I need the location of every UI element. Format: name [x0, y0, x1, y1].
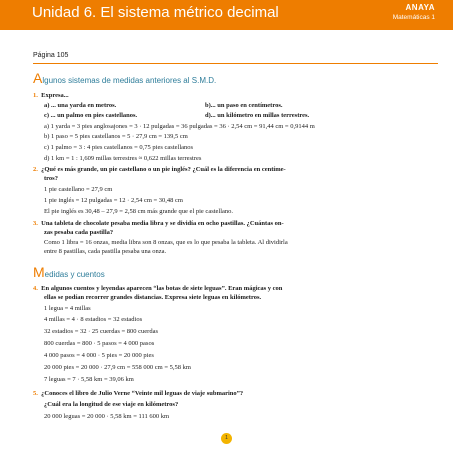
- question-line: ¿Qué es más grande, un pie castellano o un pie inglés? ¿Cuál es la diferencia en centíme-: [41, 166, 286, 173]
- section-heading-1: [33, 70, 216, 86]
- exercise-2: [33, 166, 286, 174]
- answer-line: 1 pie castellano = 27,9 cm: [44, 186, 113, 193]
- answer-line: entre 8 pastillas, cada pastilla pesaba una onza.: [44, 248, 167, 255]
- answer-line: 1 legua = 4 millas: [44, 305, 91, 312]
- question-line: En algunos cuentos y leyendas aparecen “las botas de siete leguas”. Eran mágicas y con: [41, 285, 283, 292]
- question-line: tros?: [44, 175, 58, 182]
- answer-line: 32 estadios = 32 · 25 cuerdas = 800 cuerdas: [44, 328, 159, 335]
- section-title: lgunos sistemas de medidas anteriores al S.M.D.: [42, 76, 217, 85]
- question-line: Una tableta de chocolate pesaba media libra y se dividía en ocho pastillas. ¿Cuántas on-: [41, 220, 284, 227]
- item-d: d)... un kilómetro en millas terrestres.: [205, 112, 310, 119]
- question-line: ellas se podían recorrer grandes distancias. Expresa siete leguas en kilómetros.: [44, 294, 262, 301]
- unit-title: Unidad 6. El sistema métrico decimal: [32, 4, 279, 21]
- item-a: a) ... una yarda en metros.: [44, 102, 117, 109]
- section-heading-2: [33, 264, 105, 280]
- section-initial: A: [33, 70, 43, 86]
- exercise-number: 1.: [33, 92, 38, 99]
- answer-line: 4 millas = 4 · 8 estadios = 32 estadios: [44, 316, 143, 323]
- solution-d: d) 1 km = 1 : 1,609 millas terrestres ≈ 0,622 millas terrestres: [44, 155, 202, 162]
- solution-a: a) 1 yarda = 3 pies anglosajones = 3 · 12 pulgadas = 36 pulgadas = 36 · 2,54 cm = 91,44 cm = 0,9144 m: [44, 123, 315, 130]
- question-line: ¿Conoces el libro de Julio Verne “Veinte mil leguas de viaje submarino”?: [41, 390, 244, 397]
- exercise-number: 5.: [33, 390, 38, 397]
- answer-line: Como 1 libra = 16 onzas, media libra son 8 onzas, que es lo que pesaba la tableta. Al dividirla: [44, 239, 288, 246]
- subject-label: Matemáticas 1: [392, 14, 435, 21]
- answer-line: El pie inglés es 30,48 – 27,9 = 2,58 cm más grande que el pie castellano.: [44, 208, 234, 215]
- exercise-1: [33, 92, 69, 100]
- exercise-5: [33, 390, 243, 398]
- exercise-number: 2.: [33, 166, 38, 173]
- divider: [33, 63, 438, 64]
- publisher-logo: ANAYA: [405, 3, 435, 12]
- answer-line: 7 leguas = 7 · 5,58 km = 39,06 km: [44, 376, 134, 383]
- answer-line: 800 cuerdas = 800 · 5 pasos = 4 000 pasos: [44, 340, 155, 347]
- solution-c: c) 1 palmo = 3 : 4 pies castellanos = 0,75 pies castellanos: [44, 144, 194, 151]
- header-bar: [0, 0, 453, 30]
- exercise-3: [33, 220, 284, 228]
- answer-line: 4 000 pasos = 4 000 · 5 pies = 20 000 pies: [44, 352, 154, 359]
- exercise-number: 4.: [33, 285, 38, 292]
- question-line: zas pesaba cada pastilla?: [44, 229, 114, 236]
- answer-line: 20 000 leguas = 20 000 · 5,58 km = 111 600 km: [44, 413, 170, 420]
- page-label: Página 105: [33, 52, 69, 59]
- question-line: ¿Cuál era la longitud de ese viaje en kilómetros?: [44, 401, 179, 408]
- section-initial: M: [33, 264, 45, 280]
- page-number-badge: 1: [221, 433, 232, 444]
- item-c: c) ... un palmo en pies castellanos.: [44, 112, 138, 119]
- answer-line: 1 pie inglés = 12 pulgadas = 12 · 2,54 cm = 30,48 cm: [44, 197, 183, 204]
- exercise-title: Expresa...: [41, 92, 69, 99]
- item-b: b)... un paso en centímetros.: [205, 102, 283, 109]
- section-title: edidas y cuentos: [44, 270, 105, 279]
- exercise-number: 3.: [33, 220, 38, 227]
- exercise-4: [33, 285, 282, 293]
- answer-line: 20 000 pies = 20 000 · 27,9 cm = 558 000 cm = 5,58 km: [44, 364, 191, 371]
- solution-b: b) 1 paso = 5 pies castellanos = 5 · 27,9 cm = 139,5 cm: [44, 133, 188, 140]
